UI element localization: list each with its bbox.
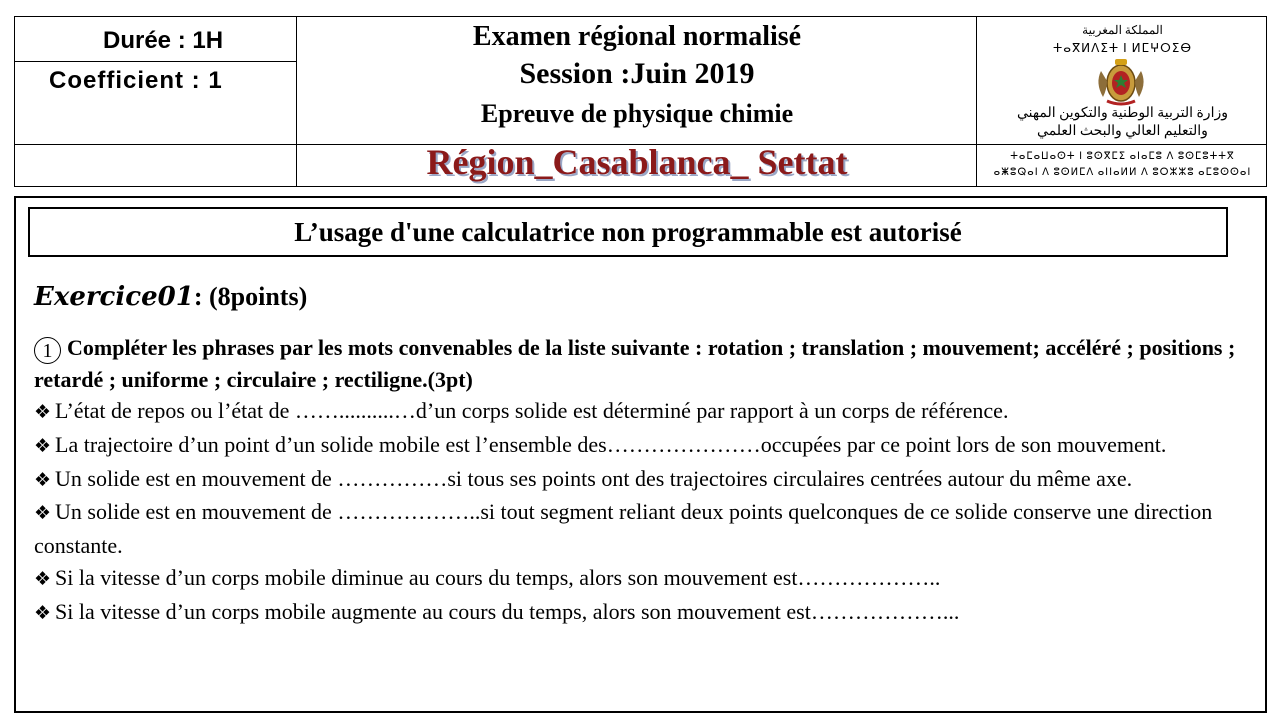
exam-header-table [14,16,1267,187]
list-item-text: L’état de repos ou l’état de ……..........…d’un corps solide est déterminé par rapport à un corps de référence. [55,398,1009,423]
diamond-bullet-icon: ❖ [34,434,52,457]
exercise-points: : (8points) [193,282,308,311]
exercise-heading [34,282,307,312]
diamond-bullet-icon: ❖ [34,567,52,590]
fill-in-list [34,395,1256,630]
ministry-tifinagh-line1: ⵜⴰⵎⴰⵡⴰⵙⵜ ⵏ ⵓⵙⴳⵎⵉ ⴰⵏⴰⵎⵓ ⴷ ⵓⵙⵎⵓⵜⵜⴳ [1010,151,1235,162]
ministry-arabic-line2: والتعليم العالي والبحث العلمي [1037,124,1208,139]
list-item-text: Un solide est en mouvement de ………………..si tout segment reliant deux points quelconques de ce solide conserve une direction constante. [34,499,1213,559]
diamond-bullet-icon: ❖ [34,468,52,491]
question-1-text: Compléter les phrases par les mots convenables de la liste suivante : rotation ; translation ; mouvement; accéléré ; positions ; retardé ; uniforme ; circulaire ; rectiligne.(3pt) [34,335,1236,392]
list-item [34,562,1256,596]
coat-of-arms-icon [1085,57,1157,107]
list-item-text: Un solide est en mouvement de ……………si tous ses points ont des trajectoires circulaires centrées autour du même axe. [55,465,1133,491]
kingdom-tifinagh: ⵜⴰⴳⵍⴷⵉⵜ ⵏ ⵍⵎⵖⵔⵉⴱ [1052,41,1192,55]
exam-region: Région_Casablanca_ Settat [426,142,848,182]
ministry-emblem-block [977,17,1268,143]
list-item-text: La trajectoire d’un point d’un solide mobile est l’ensemble des…………………occupées par ce point lors de son mouvement. [55,431,1167,457]
calculator-notice: L’usage d'une calculatrice non programmable est autorisé [28,207,1228,257]
diamond-bullet-icon: ❖ [34,502,52,525]
diamond-bullet-icon: ❖ [34,401,52,423]
header-divider [15,61,296,62]
list-item [34,395,1256,429]
kingdom-arabic: المملكة المغربية [1082,23,1163,37]
list-item-text: Si la vitesse d’un corps mobile diminue au cours du temps, alors son mouvement est……………….. [55,564,941,590]
exam-subject: Epreuve de physique chimie [480,99,794,128]
ministry-arabic-line1: وزارة التربية الوطنية والتكوين المهني [1017,106,1228,121]
ministry-tifinagh-line2: ⴰⵥⵓⵕⴰⵏ ⴷ ⵓⵙⵍⵎⴷ ⴰⵏⵏⴰⵍⵍ ⴷ ⵓⵔⵣⵣⵓ ⴰⵎⵓⵙⵙⴰⵏ [993,167,1252,178]
exam-coefficient: Coefficient : 1 [49,67,223,94]
question-number-badge: 1 [34,337,61,364]
exam-session: Session :Juin 2019 [519,57,755,90]
exam-duration: Durée : 1H [103,27,224,54]
exam-body-frame [14,196,1267,713]
question-1 [34,332,1256,395]
diamond-bullet-icon: ❖ [34,601,52,624]
list-item [34,463,1256,497]
exam-title: Examen régional normalisé [472,21,802,52]
list-item [34,596,1256,630]
list-item-text: Si la vitesse d’un corps mobile augmente au cours du temps, alors son mouvement est………………... [55,598,960,624]
list-item [34,496,1256,562]
list-item [34,429,1256,463]
exercise-name: Exercice01 [34,282,194,312]
